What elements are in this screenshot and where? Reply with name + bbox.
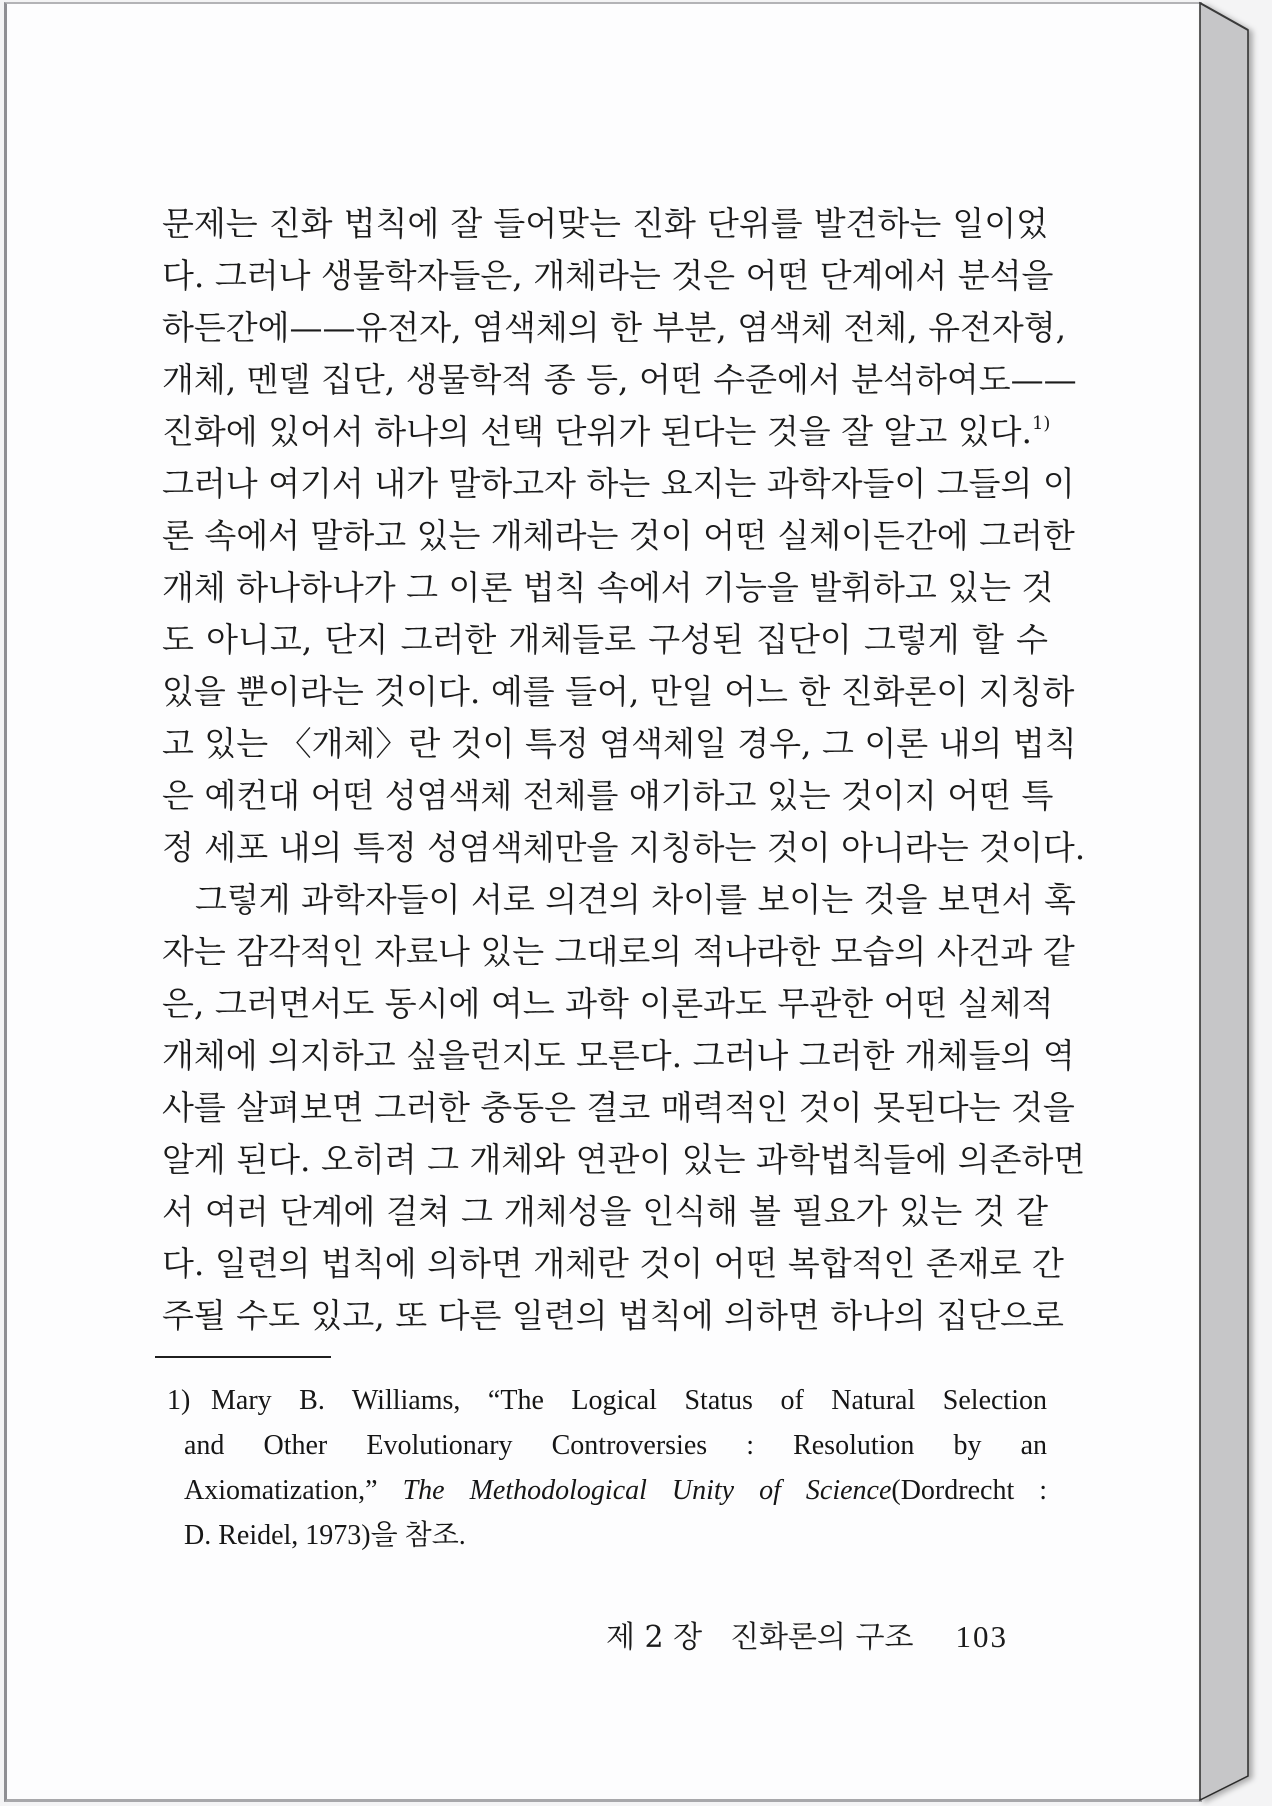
text-line: 다. 일련의 법칙에 의하면 개체란 것이 어떤 복합적인 존재로 간 bbox=[162, 1244, 1064, 1283]
running-footer bbox=[162, 1612, 1008, 1656]
text-line: 론 속에서 말하고 있는 개체라는 것이 어떤 실체이든간에 그러한 bbox=[162, 516, 1075, 555]
chapter-label: 제 2 장 bbox=[605, 1620, 703, 1655]
footnote-text: Axiomatization,” bbox=[184, 1475, 403, 1506]
text-line: 정 세포 내의 특정 성염색체만을 지칭하는 것이 아니라는 것이다. bbox=[162, 828, 1086, 867]
text-line bbox=[162, 406, 1051, 458]
body-text bbox=[162, 198, 1086, 1342]
text-line: 문제는 진화 법칙에 잘 들어맞는 진화 단위를 발견하는 일이었 bbox=[162, 204, 1048, 243]
footnote-line: D. Reidel, 1973)을 참조. bbox=[184, 1520, 466, 1551]
footnote-marker: 1) bbox=[167, 1385, 191, 1416]
text-line: 도 아니고, 단지 그러한 개체들로 구성된 집단이 그렇게 할 수 bbox=[162, 620, 1048, 659]
text-line: 주될 수도 있고, 또 다른 일련의 법칙에 의하면 하나의 집단으로 bbox=[162, 1296, 1064, 1335]
text-line: 그러나 여기서 내가 말하고자 하는 요지는 과학자들이 그들의 이 bbox=[162, 464, 1075, 503]
footnote bbox=[167, 1378, 1047, 1558]
footnote-text: Mary B. Williams, “The Logical Status of Natural Selection bbox=[211, 1385, 1047, 1416]
text-line: 있을 뿐이라는 것이다. 예를 들어, 만일 어느 한 진화론이 지칭하 bbox=[162, 672, 1075, 711]
text-line: 다. 그러나 생물학자들은, 개체라는 것은 어떤 단계에서 분석을 bbox=[162, 256, 1054, 295]
book-title-italic: The Methodological Unity of Science bbox=[402, 1475, 892, 1506]
paragraph-start-line: 그렇게 과학자들이 서로 의견의 차이를 보이는 것을 보면서 혹 bbox=[195, 880, 1076, 919]
text-line: 개체, 멘델 집단, 생물학적 종 등, 어떤 수준에서 분석하여도—— bbox=[162, 360, 1077, 399]
text-line: 하든간에——유전자, 염색체의 한 부분, 염색체 전체, 유전자형, bbox=[162, 308, 1067, 347]
text-line: 고 있는 〈개체〉란 것이 특정 염색체일 경우, 그 이론 내의 법칙 bbox=[162, 724, 1077, 763]
text-line: 은 예컨대 어떤 성염색체 전체를 얘기하고 있는 것이지 어떤 특 bbox=[162, 776, 1054, 815]
text-line: 개체 하나하나가 그 이론 법칙 속에서 기능을 발휘하고 있는 것 bbox=[162, 568, 1054, 607]
text-line: 개체에 의지하고 싶을런지도 모른다. 그러나 그러한 개체들의 역 bbox=[162, 1036, 1075, 1075]
text-line: 사를 살펴보면 그러한 충동은 결코 매력적인 것이 못된다는 것을 bbox=[162, 1088, 1075, 1127]
page-number: 103 bbox=[955, 1619, 1008, 1654]
text-line: 알게 된다. 오히려 그 개체와 연관이 있는 과학법칙들에 의존하면 bbox=[162, 1140, 1086, 1179]
book-page-edge bbox=[1192, 0, 1272, 1806]
footnote-separator bbox=[155, 1356, 331, 1358]
section-title: 진화론의 구조 bbox=[730, 1620, 914, 1655]
text-line-content: 진화에 있어서 하나의 선택 단위가 된다는 것을 잘 알고 있다. bbox=[162, 412, 1032, 451]
footnote-line: and Other Evolutionary Controversies : Resolution by an bbox=[184, 1430, 1047, 1461]
footnote-line bbox=[167, 1378, 1047, 1423]
text-line: 서 여러 단계에 걸쳐 그 개체성을 인식해 볼 필요가 있는 것 같 bbox=[162, 1192, 1048, 1231]
footnote-text: (Dordrecht : bbox=[891, 1475, 1047, 1506]
text-line: 자는 감각적인 자료나 있는 그대로의 적나라한 모습의 사건과 같 bbox=[162, 932, 1075, 971]
text-line: 은, 그러면서도 동시에 여느 과학 이론과도 무관한 어떤 실체적 bbox=[162, 984, 1054, 1023]
footnote-line bbox=[167, 1468, 1047, 1513]
footnote-reference: 1) bbox=[1031, 413, 1051, 434]
